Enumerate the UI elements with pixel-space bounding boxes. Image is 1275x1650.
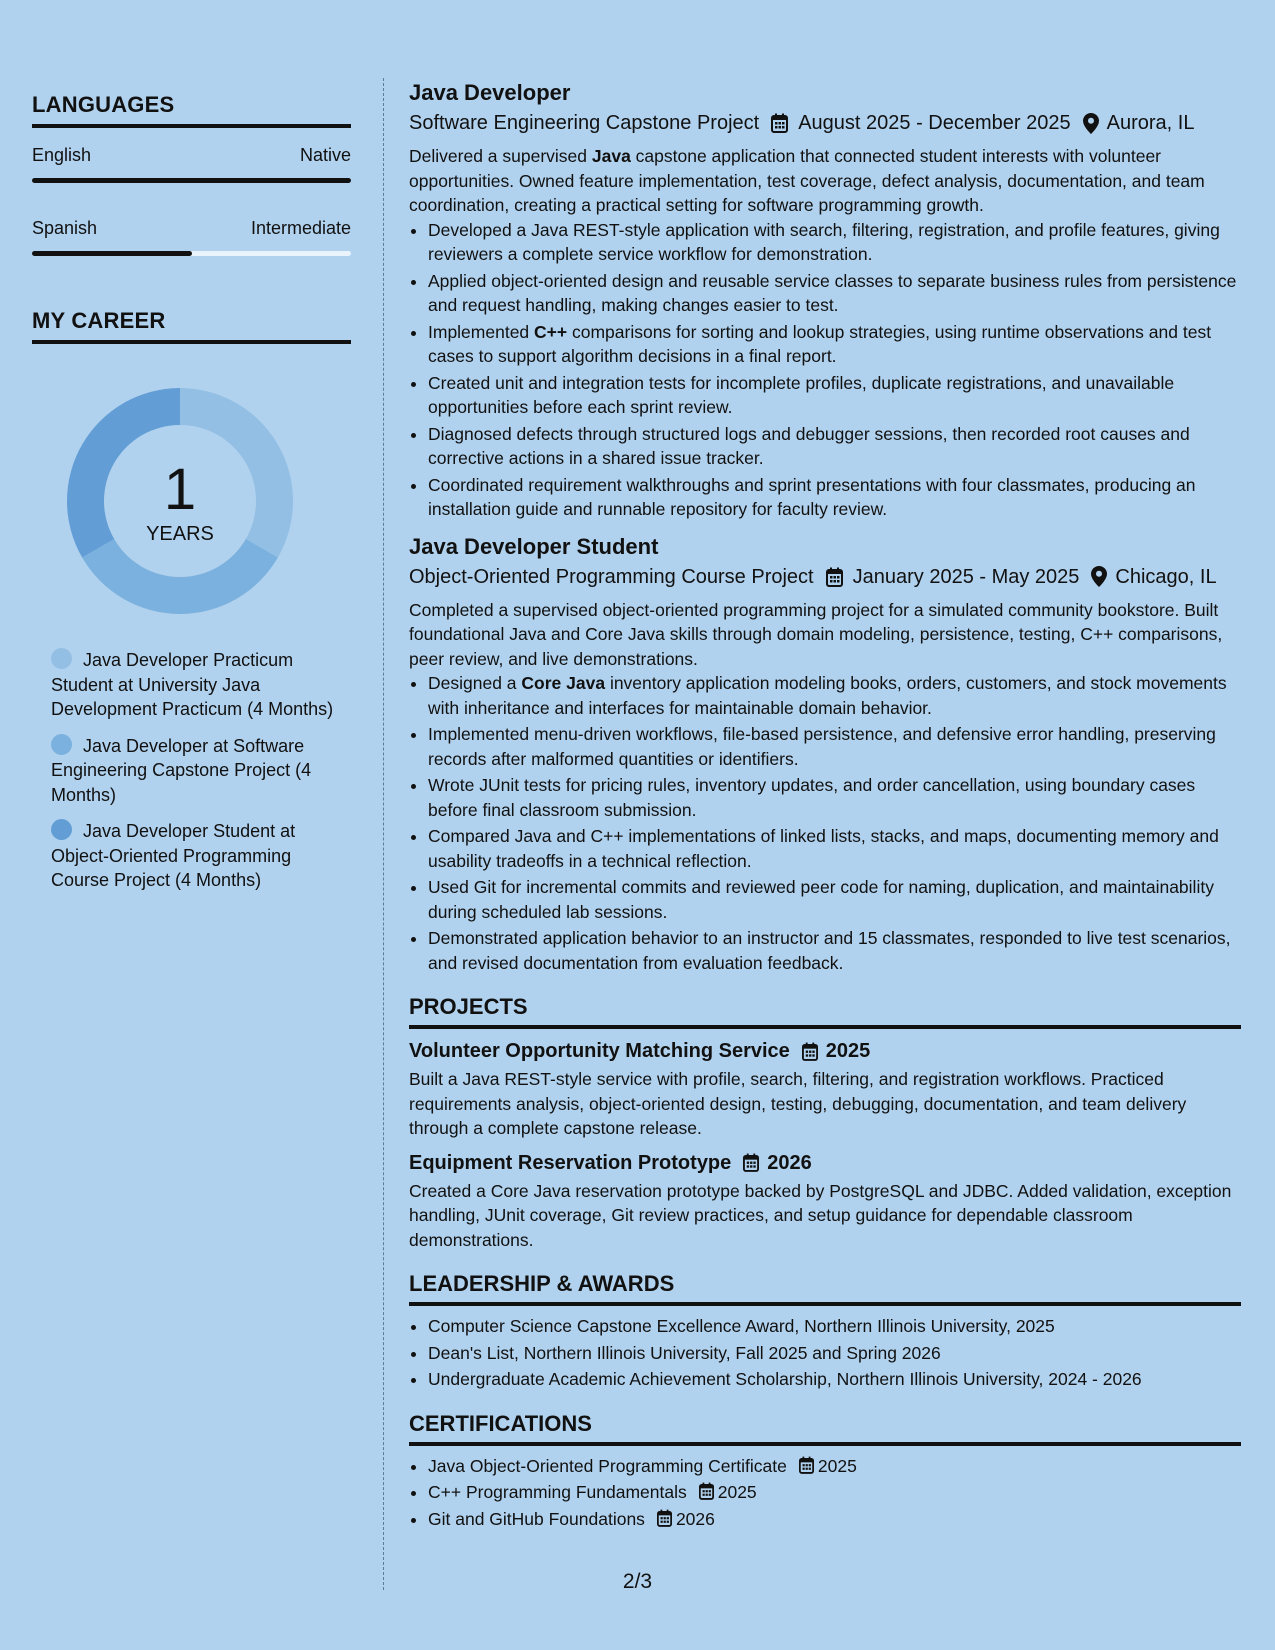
projects-heading: PROJECTS bbox=[409, 993, 1241, 1029]
location-pin-icon bbox=[1091, 566, 1107, 587]
job-entry bbox=[409, 532, 1241, 976]
calendar-icon bbox=[743, 1153, 759, 1172]
page-number: 2/3 bbox=[622, 1570, 653, 1593]
language-item bbox=[32, 144, 351, 183]
job-location: Aurora, IL bbox=[1106, 112, 1195, 134]
career-legend bbox=[51, 648, 351, 893]
calendar-icon bbox=[802, 1042, 818, 1061]
project-title: Equipment Reservation Prototype bbox=[409, 1151, 732, 1174]
job-bullet: • Developed a Java REST-style application with search, filtering, registration, and profile features, giving reviewers a complete service workflow for demonstration. bbox=[428, 218, 1241, 267]
job-summary: Completed a supervised object-oriented programming project for a simulated community bookstore. Built foundational Java and Core Java skills through domain modeling, persistence, testing, C++ comparisons, peer review, and live demonstrations. bbox=[409, 599, 1223, 669]
language-level: Intermediate bbox=[250, 218, 351, 238]
career-years-number: 1 bbox=[163, 457, 197, 522]
leadership-item: • Computer Science Capstone Excellence Award, Northern Illinois University, 2025 bbox=[428, 1314, 1241, 1339]
legend-dot-icon bbox=[51, 819, 72, 840]
project-description: Built a Java REST-style service with profile, search, filtering, and registration workflows. Practiced requirements analysis, object-oriented design, testing, debugging, documentation, and team delivery through a complete capstone release. bbox=[409, 1069, 1187, 1138]
language-item bbox=[32, 217, 351, 256]
legend-dot-icon bbox=[51, 648, 72, 669]
leadership-list bbox=[409, 1314, 1241, 1392]
language-proficiency-bar bbox=[32, 178, 351, 183]
project-description: Created a Core Java reservation prototype backed by PostgreSQL and JDBC. Added validation, exception handling, JUnit coverage, Git review practices, and setup guidance for dependable classroom demonstrations. bbox=[409, 1180, 1232, 1250]
job-bullet: • Diagnosed defects through structured logs and debugger sessions, then recorded root causes and corrective actions in a shared issue tracker. bbox=[428, 422, 1241, 471]
career-legend-item bbox=[51, 819, 351, 893]
project-year: 2026 bbox=[767, 1151, 812, 1174]
donut-slice bbox=[82, 539, 278, 614]
certification-name: C++ Programming Fundamentals bbox=[428, 1482, 687, 1502]
job-entry bbox=[409, 78, 1241, 522]
project-year: 2025 bbox=[825, 1040, 871, 1062]
job-bullets bbox=[409, 671, 1241, 975]
leadership-heading: LEADERSHIP & AWARDS bbox=[409, 1270, 1241, 1306]
job-bullet: • Used Git for incremental commits and reviewed peer code for naming, duplication, and maintainability during scheduled lab sessions. bbox=[428, 875, 1241, 924]
career-years-unit: YEARS bbox=[146, 523, 214, 545]
job-location: Chicago, IL bbox=[1115, 565, 1217, 588]
calendar-icon bbox=[826, 567, 843, 587]
certifications-heading: CERTIFICATIONS bbox=[409, 1410, 1241, 1446]
calendar-icon bbox=[771, 113, 788, 133]
project-item bbox=[409, 1149, 1241, 1253]
career-legend-item bbox=[51, 648, 351, 722]
language-proficiency-bar bbox=[32, 251, 351, 256]
certification-item bbox=[428, 1507, 1241, 1532]
certification-name: Git and GitHub Foundations bbox=[428, 1508, 645, 1529]
legend-dot-icon bbox=[51, 734, 72, 755]
job-meta bbox=[409, 108, 1241, 138]
career-heading: MY CAREER bbox=[32, 308, 351, 344]
career-section bbox=[32, 308, 351, 893]
certification-item bbox=[428, 1454, 1241, 1479]
job-bullet: • Compared Java and C++ implementations of linked lists, stacks, and maps, documenting memory and usability tradeoffs in a technical reflection. bbox=[428, 824, 1241, 873]
job-bullet: • Implemented C++ comparisons for sorting and lookup strategies, using runtime observations and test cases to support algorithm decisions in a final report. bbox=[428, 320, 1241, 369]
main-content bbox=[409, 78, 1241, 1533]
job-bullet: • Applied object-oriented design and reusable service classes to separate business rules from persistence and request handling, making changes easier to test. bbox=[428, 269, 1241, 318]
sidebar bbox=[32, 92, 351, 905]
project-title: Volunteer Opportunity Matching Service bbox=[409, 1040, 790, 1062]
certification-year: 2026 bbox=[675, 1508, 715, 1529]
job-dates: January 2025 - May 2025 bbox=[852, 565, 1080, 588]
certification-item bbox=[428, 1480, 1241, 1505]
job-organization: Object-Oriented Programming Course Project bbox=[409, 565, 814, 588]
career-legend-text: Java Developer at Software Engineering Capstone Project (4 Months) bbox=[51, 735, 312, 805]
certification-name: Java Object-Oriented Programming Certificate bbox=[428, 1455, 787, 1476]
job-dates: August 2025 - December 2025 bbox=[798, 112, 1071, 134]
job-meta bbox=[409, 562, 1241, 592]
career-legend-item bbox=[51, 734, 351, 808]
job-title: Java Developer bbox=[409, 80, 571, 105]
job-bullets bbox=[409, 218, 1241, 522]
language-level: Native bbox=[299, 145, 351, 165]
certification-year: 2025 bbox=[717, 1482, 757, 1502]
language-name: English bbox=[32, 145, 92, 165]
leadership-item: • Undergraduate Academic Achievement Scholarship, Northern Illinois University, 2024 - 2026 bbox=[428, 1367, 1241, 1392]
career-legend-text: Java Developer Student at Object-Oriented Programming Course Project (4 Months) bbox=[51, 821, 296, 890]
job-bullet: • Designed a Core Java inventory application modeling books, orders, customers, and stock movements with inheritance and interfaces for maintainable domain behavior. bbox=[428, 671, 1241, 720]
languages-heading: LANGUAGES bbox=[32, 92, 351, 128]
job-organization: Software Engineering Capstone Project bbox=[409, 112, 760, 134]
certification-year: 2025 bbox=[817, 1455, 857, 1476]
career-donut-chart bbox=[67, 388, 293, 614]
project-item bbox=[409, 1037, 1241, 1141]
job-summary: Delivered a supervised Java capstone application that connected student interests with volunteer opportunities. Owned feature implementation, test coverage, defect analysis, documentation, and team coordination, creating a practical setting for software programming growth. bbox=[409, 146, 1205, 215]
job-bullet: • Wrote JUnit tests for pricing rules, inventory updates, and order cancellation, using boundary cases before final classroom submission. bbox=[428, 773, 1241, 822]
leadership-item: • Dean's List, Northern Illinois University, Fall 2025 and Spring 2026 bbox=[428, 1341, 1241, 1366]
calendar-icon bbox=[799, 1456, 814, 1474]
language-proficiency-fill bbox=[32, 251, 192, 256]
job-bullet: • Coordinated requirement walkthroughs and sprint presentations with four classmates, producing an installation guide and runnable repository for faculty review. bbox=[428, 473, 1241, 522]
job-bullet: • Created unit and integration tests for incomplete profiles, duplicate registrations, and unavailable opportunities before each sprint review. bbox=[428, 371, 1241, 420]
career-legend-text: Java Developer Practicum Student at University Java Development Practicum (4 Months) bbox=[51, 650, 334, 719]
location-pin-icon bbox=[1083, 113, 1099, 134]
language-proficiency-fill bbox=[32, 178, 351, 183]
job-bullet: • Demonstrated application behavior to an instructor and 15 classmates, responded to live test scenarios, and revised documentation from evaluation feedback. bbox=[428, 926, 1241, 975]
donut-center bbox=[67, 457, 293, 546]
calendar-icon bbox=[657, 1509, 672, 1527]
column-divider bbox=[383, 78, 384, 1590]
language-name: Spanish bbox=[32, 218, 98, 238]
certifications-list bbox=[409, 1454, 1241, 1532]
job-title: Java Developer Student bbox=[409, 533, 659, 559]
calendar-icon bbox=[699, 1482, 714, 1500]
job-bullet: • Implemented menu-driven workflows, file-based persistence, and defensive error handling, preserving records after malformed quantities or identifiers. bbox=[428, 722, 1241, 771]
